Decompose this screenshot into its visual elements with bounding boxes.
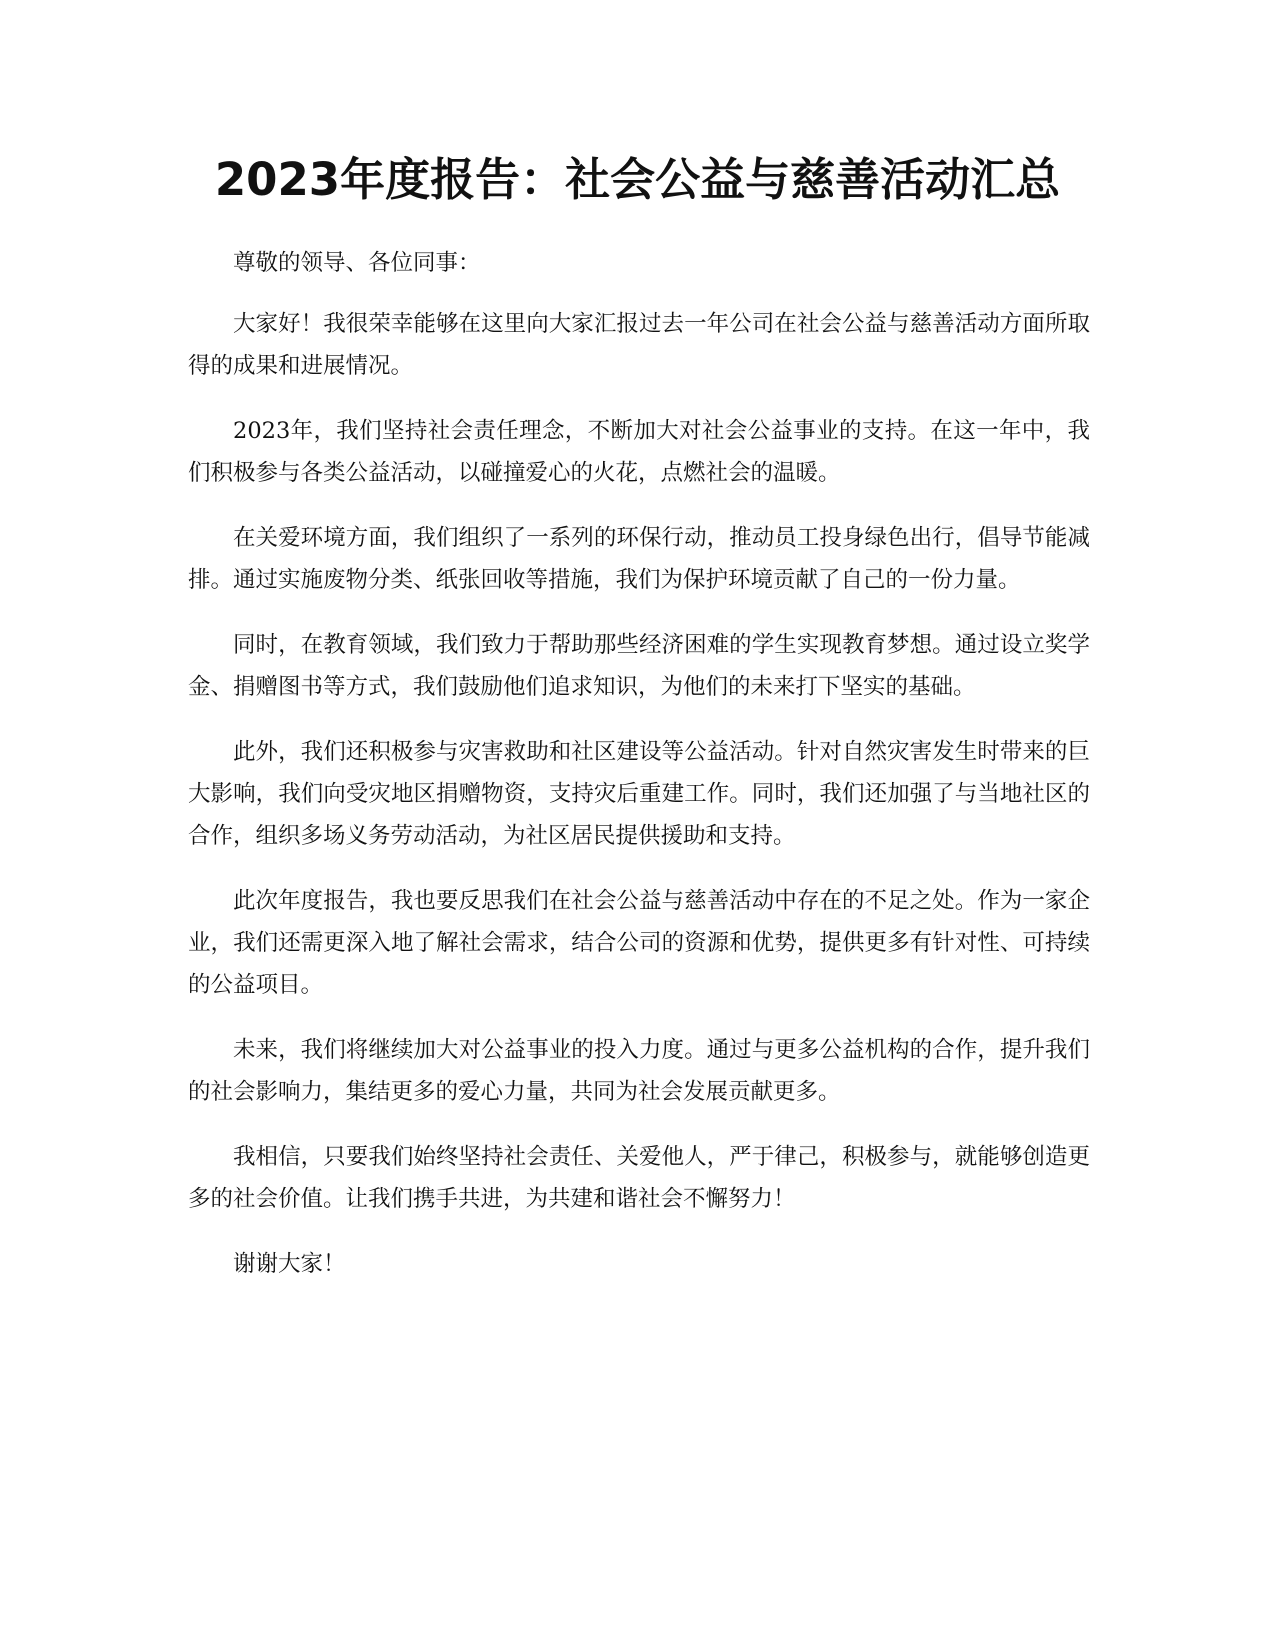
document-title: 2023年度报告：社会公益与慈善活动汇总 <box>214 153 1061 206</box>
paragraph-future: 未来，我们将继续加大对公益事业的投入力度。通过与更多公益机构的合作，提升我们的社会影响力，集结更多的爱心力量，共同为社会发展贡献更多。 <box>188 1037 1090 1105</box>
paragraph-2023-overview: 2023年，我们坚持社会责任理念，不断加大对社会公益事业的支持。在这一年中，我们积极参与各类公益活动，以碰撞爱心的火花，点燃社会的温暖。 <box>188 418 1090 486</box>
document-body <box>188 242 1090 1308</box>
paragraph-thanks: 谢谢大家！ <box>233 1251 346 1277</box>
paragraph-reflection: 此次年度报告，我也要反思我们在社会公益与慈善活动中存在的不足之处。作为一家企业，我们还需更深入地了解社会需求，结合公司的资源和优势，提供更多有针对性、可持续的公益项目。 <box>188 888 1090 998</box>
paragraph-belief: 我相信，只要我们始终坚持社会责任、关爱他人，严于律己，积极参与，就能够创造更多的社会价值。让我们携手共进，为共建和谐社会不懈努力！ <box>188 1144 1090 1212</box>
paragraph-disaster-community: 此外，我们还积极参与灾害救助和社区建设等公益活动。针对自然灾害发生时带来的巨大影响，我们向受灾地区捐赠物资，支持灾后重建工作。同时，我们还加强了与当地社区的合作，组织多场义务劳动活动，为社区居民提供援助和支持。 <box>188 739 1090 849</box>
paragraph-education: 同时，在教育领域，我们致力于帮助那些经济困难的学生实现教育梦想。通过设立奖学金、捐赠图书等方式，我们鼓励他们追求知识，为他们的未来打下坚实的基础。 <box>188 632 1090 700</box>
paragraph-opening: 大家好！我很荣幸能够在这里向大家汇报过去一年公司在社会公益与慈善活动方面所取得的成果和进展情况。 <box>188 311 1090 379</box>
paragraph-environment: 在关爱环境方面，我们组织了一系列的环保行动，推动员工投身绿色出行，倡导节能减排。通过实施废物分类、纸张回收等措施，我们为保护环境贡献了自己的一份力量。 <box>188 525 1090 593</box>
paragraph-greeting: 尊敬的领导、各位同事： <box>233 250 481 276</box>
